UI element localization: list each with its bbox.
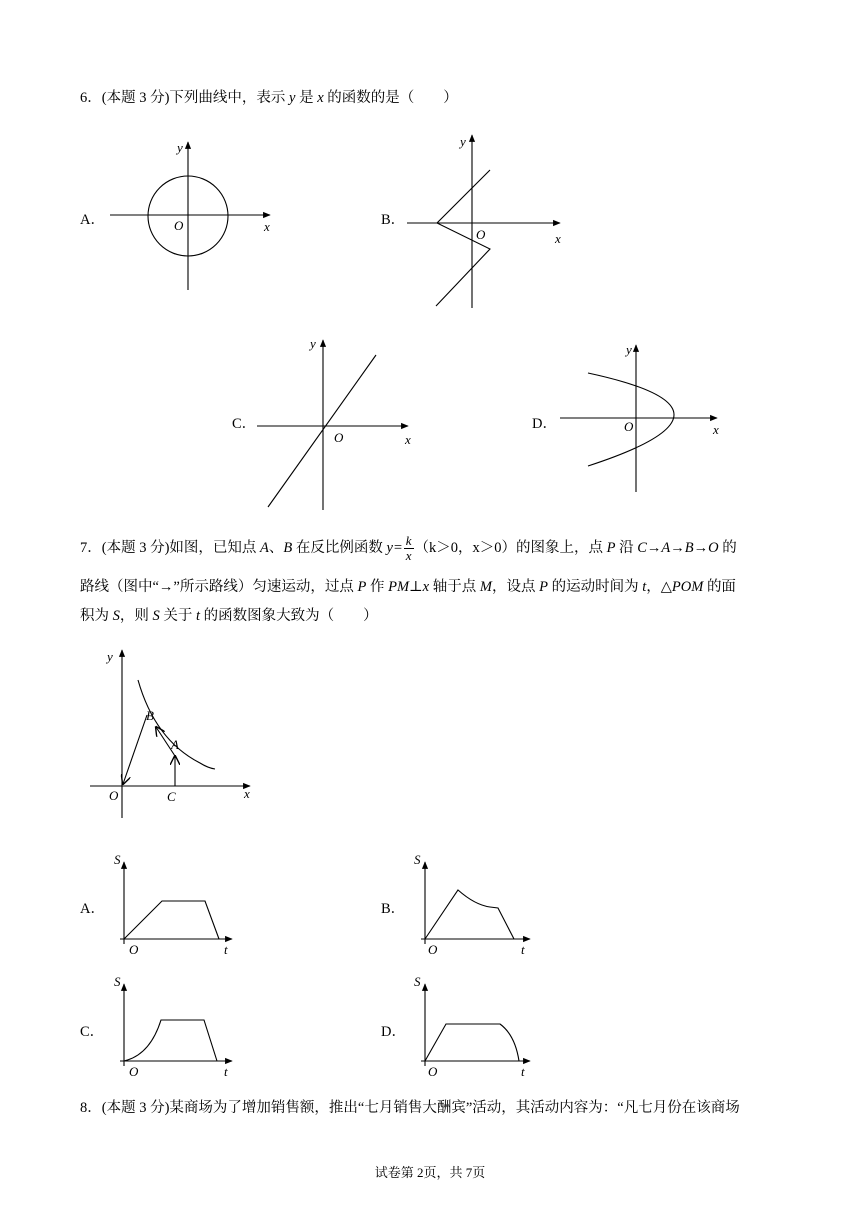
q7-line-1: 7．(本题 3 分)如图，已知点 A、B 在反比例函数 y= $\frac{k}{x}$ （k＞0，x＞0）的图象上，点 P 沿 C→A→B→O 的 [80,533,737,564]
svg-text:O: O [174,218,184,233]
q7-graph-d [421,984,530,1066]
q6-option-d[interactable]: D． [532,416,557,432]
q6-option-a[interactable]: A． [80,212,105,228]
svg-text:O: O [624,419,634,434]
svg-text:O: O [476,227,486,242]
q7-option-d[interactable]: D． [381,1024,406,1040]
svg-text:O: O [334,430,344,445]
svg-text:t: t [224,942,228,957]
svg-text:t: t [224,1064,228,1079]
q6-graph-c [257,340,408,510]
svg-text:S: S [114,974,121,989]
svg-text:O: O [428,942,438,957]
svg-text:O: O [428,1064,438,1079]
q7-line-2: 路线（图中“→”所示路线）匀速运动，过点 P 作 PM⊥x 轴于点 M，设点 P 的运动时间为 t，△POM 的面 [80,579,736,595]
q6-mid: 是 [295,90,318,106]
q7-line-3: 积为 S，则 S 关于 t 的函数图象大致为（ ） [80,608,378,624]
svg-text:y: y [310,336,316,351]
q6-tail: 的函数的是（ ） [323,90,458,106]
q7-option-a[interactable]: A． [80,901,105,917]
svg-text:x: x [555,231,561,246]
svg-text:x: x [713,422,719,437]
svg-text:y: y [107,649,113,664]
q6-var-y: y [289,90,296,106]
q7-graph-c [120,984,232,1066]
svg-text:O: O [129,942,139,957]
svg-text:t: t [521,942,525,957]
q6-stem-a: 6．(本题 3 分)下列曲线中，表示 [80,90,290,106]
q7-fraction: $\frac{k}{x}$ [405,533,412,564]
q7-option-c[interactable]: C． [80,1024,105,1040]
svg-text:t: t [521,1064,525,1079]
q6-graph-b [407,135,560,308]
svg-text:B: B [146,708,154,723]
svg-text:S: S [414,974,421,989]
q6-option-c[interactable]: C． [232,416,257,432]
svg-text:y: y [460,134,466,149]
svg-text:x: x [264,219,270,234]
svg-text:S: S [114,852,121,867]
svg-text:x: x [244,786,250,801]
svg-text:S: S [414,852,421,867]
page-footer: 试卷第 2页，共 7页 [374,1165,486,1180]
q6-graph-d [560,345,717,492]
q7-option-b[interactable]: B． [381,901,406,917]
svg-text:O: O [109,788,119,803]
svg-text:y: y [626,342,632,357]
q8-stem: 8．(本题 3 分)某商场为了增加销售额，推出“七月销售大酬宾”活动，其活动内容为：“凡七月份在该商场 [80,1100,740,1116]
q6-graph-a [110,142,270,290]
q6-var-x: x [317,90,324,106]
svg-text:A: A [171,737,179,752]
svg-text:O: O [129,1064,139,1079]
q7-graph-b [421,862,530,944]
q6-option-b[interactable]: B． [381,212,406,228]
svg-text:x: x [405,432,411,447]
label-y: y [177,140,183,155]
q7-graph-a [120,862,232,944]
svg-text:C: C [167,789,176,804]
